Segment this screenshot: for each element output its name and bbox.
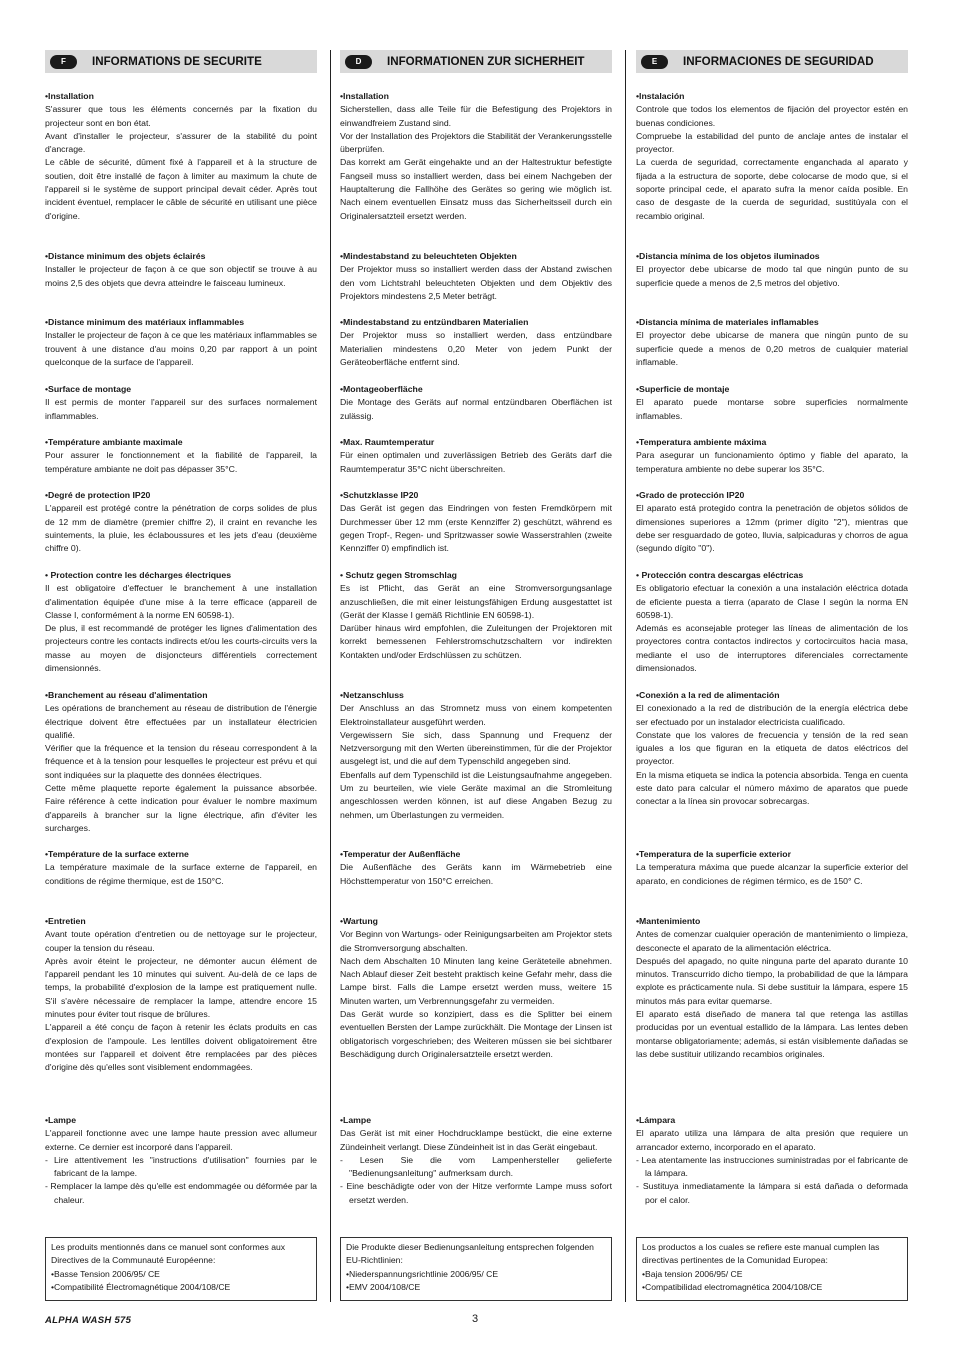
section-paragraph: Nach dem Abschalten 10 Minuten lang keine Geräteteile abnehmen. Nach Ablauf dieser Zeit besteht praktisch keine Gefahr mehr, dass die Lampe birst. Falls die Lampe ersetzt werden muss, weitere 15 Minuten warten, um Verbrennungsgefahr zu vermeiden. <box>340 955 612 1006</box>
footer-model-name: ALPHA WASH 575 <box>45 1315 132 1326</box>
section-paragraph: La température maximale de la surface externe de l'appareil, en conditions de régime thermique, est de 150°C. <box>45 862 317 886</box>
section-paragraph: Vergewissern Sie sich, dass Spannung und Frequenz der Netzversorgung mit den Werten übereinstimmen, für die der Projektor ausgelegt ist, und die auf dem Typenschild angegeben sind. <box>340 729 612 767</box>
section-paragraph: Es obligatorio efectuar la conexión a una instalación eléctrica dotada de eficiente puesta a tierra (aparato de Clase I según la norma EN 60598-1). <box>636 583 908 620</box>
safety-section <box>340 250 612 303</box>
safety-section <box>45 90 317 223</box>
section-title: • Lampe <box>45 1114 317 1127</box>
section-paragraph: Además es aconsejable proteger las líneas de alimentación de los proyectores contra contactos indirectos y cortocircuitos hacia masa, mediante el uso de interruptores diferenciales correctamente dimensionados. <box>636 623 908 674</box>
conformity-box <box>340 1237 612 1301</box>
section-title: • Max. Raumtemperatur <box>340 436 612 449</box>
section-title: • Température de la surface externe <box>45 848 317 861</box>
section-paragraph: Ebenfalls auf dem Typenschild ist die Leistungsaufnahme angegeben. Um zu beurteilen, wie viele Geräte maximal an die Stromleitung angeschlossen werden können, ist auf diese Angaben Bezug zu nehmen, um Überlastungen zu vermeiden. <box>340 769 612 820</box>
section-title: • Installation <box>45 90 317 103</box>
directive-item: • Basse Tension 2006/95/ CE <box>51 1268 311 1281</box>
section-title: • Distancia mínima de los objetos iluminados <box>636 250 908 263</box>
section-header <box>636 50 908 73</box>
section-title: • Lámpara <box>636 1114 908 1127</box>
section-paragraph: El aparato utiliza una lámpara de alta presión que requiere un arrancador externo, incorporado en el aparato. <box>636 1128 908 1152</box>
section-title: • Mindestabstand zu entzündbaren Materialien <box>340 316 612 329</box>
safety-section <box>45 316 317 369</box>
section-paragraph: El proyector debe ubicarse de manera que ningún punto de su superficie quede a menos de 0,20 metros de cualquier material inflamable. <box>636 330 908 367</box>
safety-section <box>636 489 908 555</box>
section-paragraph: L'appareil fonctionne avec une lampe haute pression avec allumeur externe. Ce dernier est incorporé dans l'appareil. <box>45 1128 317 1152</box>
list-item: - Lesen Sie die vom Lampenhersteller gelieferte "Bedienungsanleitung" aufmerksam durch. <box>340 1154 612 1181</box>
section-paragraph: Darüber hinaus wird empfohlen, die Zuleitungen der Projektoren mit korrekt bemessenen Fehlerstromschutzschaltern vor indirekten Kontakten und/oder Erdschlüssen zu schützen. <box>340 623 612 660</box>
directive-item: • Niederspannungsrichtlinie 2006/95/ CE <box>346 1268 606 1281</box>
section-title: • Conexión a la red de alimentación <box>636 689 908 702</box>
section-title: • Superficie de montaje <box>636 383 908 396</box>
safety-section <box>340 489 612 555</box>
safety-section <box>45 489 317 555</box>
section-paragraph: Il est obligatoire d'effectuer le branchement à une installation d'alimentation équipée d'une mise à la terre efficace (appareil de Classe I, conformément à la norme EN 60598-1). <box>45 583 317 620</box>
section-paragraph: Installer le projecteur de façon à ce que son objectif se trouve à au moins 2,5 des objets que devra atteindre le faisceau lumineux. <box>45 264 317 288</box>
section-title: • Temperatura ambiente máxima <box>636 436 908 449</box>
safety-section <box>340 848 612 888</box>
section-paragraph: Es ist Pflicht, das Gerät an eine Stromversorgungsanlage anzuschließen, die mit einer leistungsfähigen Erdung ausgestattet ist (Gerät der Klasse I gemäß Richtlinie EN 60598-1). <box>340 583 612 620</box>
section-paragraph: Der Projektor muss so installiert werden, dass entzündbare Materialien mindestens 0,20 Meter von jedem Punkt der Geräteoberfläche entfernt sind. <box>340 330 612 367</box>
section-paragraph: Il est permis de monter l'appareil sur des surfaces normalement inflammables. <box>45 397 317 421</box>
column-divider-left <box>330 50 331 1302</box>
conformity-intro: Los productos a los cuales se refiere este manual cumplen las directivas pertinentes de la Comunidad Europea: <box>642 1242 880 1266</box>
section-header <box>45 50 317 73</box>
section-paragraph: Le câble de sécurité, dûment fixé à l'appareil et à la structure de soutien, doit être installé de façon à limiter au maximum la chute de l'appareil si le système de support principal devait céder. Après tout incident éventuel, remplacer le câble de sécurité en utilisant une pièce d'origine. <box>45 157 317 221</box>
section-paragraph: Vor der Installation des Projektors die Stabilität der Verankerungsstelle überprüfen. <box>340 130 612 155</box>
section-paragraph: De plus, il est recommandé de protéger les lignes d'alimentation des projecteurs contre les contacts indirects et/ou les courts-circuits vers la masse au moyen de disjoncteurs différentiels correctement dimensionnés. <box>45 623 317 674</box>
section-title: • Degré de protection IP20 <box>45 489 317 502</box>
directive-item: • EMV 2004/108/CE <box>346 1281 606 1294</box>
section-paragraph: El aparato está protegido contra la penetración de objetos sólidos de dimensiones superiores a 12mm (primer dígito "2"), mientras que debe ser resguardado de goteo, lluvia, salpicaduras y chorros de agua (segundo dígito "0"). <box>636 503 908 554</box>
section-paragraph: Pour assurer le fonctionnement et la fiabilité de l'appareil, la température ambiante ne doit pas dépasser 35°C. <box>45 450 317 474</box>
safety-section <box>340 915 612 1061</box>
header-title: INFORMACIONES DE SEGURIDAD <box>683 55 874 68</box>
section-paragraph: El aparato está diseñado de manera tal que retenga las astillas producidas por un eventual estallido de la lámpara. Las lentes deben montarse obligatoriamente; además, si están visiblemente dañadas se las debe sustituir utilizando recambios originales. <box>636 1009 908 1059</box>
safety-section <box>45 383 317 423</box>
section-paragraph: Constate que los valores de frecuencia y tensión de la red sean iguales a los que figuran en la etiqueta de datos eléctricos del proyector. <box>636 729 908 767</box>
section-paragraph: Das Gerät wurde so konzipiert, dass es die Splitter bei einem eventuellen Bersten der Lampe zurückhält. Die Montage der Linsen ist obligatorisch vorgeschrieben; des Weiteren müssen sie bei sichtbarer Beschädigung durch Originalersatzteile ersetzt werden. <box>340 1009 612 1059</box>
safety-section <box>636 250 908 290</box>
section-paragraph: L'appareil est protégé contre la pénétration de corps solides de plus de 12 mm de diamètre (premier chiffre 2), il craint en revanche les suintements, la pluie, les éclaboussures et les jets d'eau (deuxième chiffre 0). <box>45 503 317 554</box>
header-title: INFORMATIONS DE SECURITE <box>92 55 262 68</box>
safety-section <box>45 689 317 835</box>
safety-section <box>45 436 317 476</box>
language-badge: D <box>345 55 372 69</box>
section-paragraph: Der Projektor muss so installiert werden dass der Abstand zwischen den vom Lichtstrahl beleuchteten Objekten und dem Objektiv des Projektors mindestens 2,5 Meter beträgt. <box>340 264 612 301</box>
section-paragraph: Les opérations de branchement au réseau de distribution de l'énergie électrique doivent être effectuées par un installateur électricien qualifié. <box>45 703 317 740</box>
conformity-box <box>636 1237 908 1301</box>
list-item: - Sustituya inmediatamente la lámpara si está dañada o deformada por el calor. <box>636 1180 908 1207</box>
safety-section <box>340 569 612 662</box>
safety-section <box>340 90 612 223</box>
section-title: • Entretien <box>45 915 317 928</box>
section-paragraph: Compruebe la estabilidad del punto de anclaje antes de instalar el proyector. <box>636 130 908 155</box>
safety-section <box>45 250 317 290</box>
footer-page-number: 3 <box>472 1313 479 1325</box>
section-title: • Temperatur der Außenfläche <box>340 848 612 861</box>
safety-section <box>340 689 612 822</box>
section-paragraph: Après avoir éteint le projecteur, ne démonter aucun élément de l'appareil pendant les 10 minutes qui suivent. Au-delà de ce laps de temps, la probabilité d'explosion de la lampe est pratiquement nulle. S'il s'avère nécessaire de remplacer la lampe, attendre encore 15 minutes pour éviter tout risque de brûlures. <box>45 955 317 1020</box>
section-paragraph: La temperatura máxima que puede alcanzar la superficie exterior del aparato, en condiciones de régimen térmico, es de 150° C. <box>636 862 908 886</box>
list-item: - Remplacer la lampe dès qu'elle est endommagée ou déformée par la chaleur. <box>45 1180 317 1207</box>
language-badge: E <box>641 55 668 69</box>
section-header <box>340 50 612 73</box>
column-divider-right <box>625 50 626 1302</box>
section-paragraph: Das Gerät ist mit einer Hochdrucklampe bestückt, die eine externe Zündeinheit verlangt. Diese Zündeinheit ist in das Gerät eingebaut. <box>340 1128 612 1152</box>
section-title: • Netzanschluss <box>340 689 612 702</box>
list-item: - Lea atentamente las instrucciones suministradas por el fabricante de la lámpara. <box>636 1154 908 1181</box>
section-paragraph: Avant d'installer le projecteur, s'assurer de la stabilité du point d'ancrage. <box>45 130 317 155</box>
section-paragraph: S'assurer que tous les éléments concernés par la fixation du projecteur sont en bon état. <box>45 104 317 128</box>
section-title: • Protección contra descargas eléctricas <box>636 569 908 582</box>
safety-section <box>340 1114 612 1207</box>
section-title: • Grado de protección IP20 <box>636 489 908 502</box>
conformity-intro: Les produits mentionnés dans ce manuel sont conformes aux Directives de la Communauté Européenne: <box>51 1242 286 1266</box>
section-paragraph: Cette même plaquette reporte également la puissance absorbée. Faire référence à cette indication pour évaluer le nombre maximum d'appareils à brancher sur la ligne électrique, afin d'éviter les surcharges. <box>45 783 317 833</box>
safety-section <box>45 848 317 888</box>
section-paragraph: Die Außenfläche des Geräts kann im Wärmebetrieb eine Höchsttemperatur von 150°C erreichen. <box>340 862 612 886</box>
section-paragraph: Die Montage des Geräts auf normal entzündbaren Oberflächen ist zulässig. <box>340 397 612 421</box>
safety-section <box>636 436 908 476</box>
section-paragraph: Sicherstellen, dass alle Teile für die Befestigung des Projektors in einwandfreiem Zustand sind. <box>340 104 612 128</box>
safety-section <box>340 436 612 476</box>
section-paragraph: Vérifier que la fréquence et la tension du réseau correspondent à la fréquence et à la tension pour lesquelles le projecteur est prévu et qui sont indiquées sur la plaquette des données électriques. <box>45 743 317 780</box>
list-item: - Eine beschädigte oder von der Hitze verformte Lampe muss sofort ersetzt werden. <box>340 1180 612 1207</box>
section-title: • Distance minimum des objets éclairés <box>45 250 317 263</box>
language-badge: F <box>50 55 77 69</box>
column-french <box>45 50 317 1292</box>
section-title: • Distance minimum des matériaux inflammables <box>45 316 317 329</box>
section-paragraph: Das Gerät ist gegen das Eindringen von festen Fremdkörpern mit Durchmesser über 12 mm (erste Kennziffer 2) geschützt, während es gegen Tropf-, Regen- und Spritzwasser sowie Wasserstrahlen (zweite Kennziffer 0) empfindlich ist. <box>340 503 612 554</box>
section-paragraph: L'appareil a été conçu de façon à retenir les éclats produits en cas d'explosion de l'ampoule. Les lentilles doivent obligatoirement être montées sur l'appareil et doivent être remplacées par des pièces d'origine dès qu'elles sont visiblement endommagées. <box>45 1022 317 1073</box>
section-title: • Mantenimiento <box>636 915 908 928</box>
section-title: • Température ambiante maximale <box>45 436 317 449</box>
section-title: • Mindestabstand zu beleuchteten Objekten <box>340 250 612 263</box>
section-title: • Wartung <box>340 915 612 928</box>
safety-section <box>636 383 908 423</box>
section-title: • Lampe <box>340 1114 612 1127</box>
section-paragraph: El aparato puede montarse sobre superficies normalmente inflamables. <box>636 397 908 421</box>
section-paragraph: En la misma etiqueta se indica la potencia absorbida. Tenga en cuenta este dato para calcular el número máximo de aparatos que puede conectar a la línea sin provocar sobrecargas. <box>636 769 908 807</box>
safety-section <box>636 569 908 675</box>
directive-item: • Baja tension 2006/95/ CE <box>642 1268 902 1281</box>
header-title: INFORMATIONEN ZUR SICHERHEIT <box>387 55 585 68</box>
section-paragraph: Vor Beginn von Wartungs- oder Reinigungsarbeiten am Projektor stets die Stromversorgung abschalten. <box>340 929 612 953</box>
section-paragraph: Para asegurar un funcionamiento óptimo y fiable del aparato, la temperatura ambiente no debe superar los 35°C. <box>636 450 908 474</box>
safety-section <box>45 569 317 675</box>
column-spanish <box>636 50 908 1292</box>
directive-item: • Compatibilité Électromagnétique 2004/108/CE <box>51 1281 311 1294</box>
safety-section <box>340 316 612 369</box>
column-german <box>340 50 612 1292</box>
section-title: • Branchement au réseau d'alimentation <box>45 689 317 702</box>
section-paragraph: Das korrekt am Gerät eingehakte und an der Haltestruktur befestigte Fangseil muss so installiert werden, dass bei einem Nachgeben der Hauptalterung die Fallhöhe des Gerätes so gering wie möglich ist. Nach einem eventuellen Einsatz muss das Sicherheitsseil durch ein Originalersatzteil ersetzt werden. <box>340 157 612 221</box>
section-paragraph: Der Anschluss an das Stromnetz muss von einem kompetenten Elektroinstallateur ausgeführt werden. <box>340 703 612 727</box>
directive-item: • Compatibilidad electromagnética 2004/108/CE <box>642 1281 902 1294</box>
conformity-box <box>45 1237 317 1301</box>
section-title: • Installation <box>340 90 612 103</box>
section-title: • Instalación <box>636 90 908 103</box>
section-paragraph: Für einen optimalen und zuverlässigen Betrieb des Geräts darf die Raumtemperatur 35°C nicht überschreiten. <box>340 450 612 474</box>
section-paragraph: La cuerda de seguridad, correctamente enganchada al aparato y fijada a la estructura de soporte, debe colocarse de modo que, si el soporte principal cede, el aparato sufra la menor caída posible. En caso de desgaste de la cuerda de seguridad, sustitúyala con el recambio original. <box>636 157 908 221</box>
safety-section <box>636 689 908 809</box>
section-paragraph: Controle que todos los elementos de fijación del proyector estén en buenas condiciones. <box>636 104 908 128</box>
safety-section <box>340 383 612 423</box>
section-title: • Schutz gegen Stromschlag <box>340 569 612 582</box>
section-title: • Montageoberfläche <box>340 383 612 396</box>
section-paragraph: Avant toute opération d'entretien ou de nettoyage sur le projecteur, couper la tension du réseau. <box>45 929 317 953</box>
list-item: - Lire attentivement les "instructions d'utilisation" fournies par le fabricant de la lampe. <box>45 1154 317 1181</box>
safety-section <box>636 90 908 223</box>
section-title: • Protection contre les décharges électriques <box>45 569 317 582</box>
section-title: • Surface de montage <box>45 383 317 396</box>
safety-section <box>636 848 908 888</box>
section-paragraph: El proyector debe ubicarse de modo tal que ningún punto de su superficie quede a menos de 2,5 metros del objetivo. <box>636 264 908 288</box>
section-paragraph: Installer le projecteur de façon à ce que les matériaux inflammables se trouvent à une distance d'au moins 0,20 par rapport à un point quelconque de la surface de l'appareil. <box>45 330 317 367</box>
section-paragraph: El conexionado a la red de distribución de la energía eléctrica debe ser efectuado por un instalador electricista cualificado. <box>636 703 908 727</box>
safety-section <box>636 915 908 1061</box>
conformity-intro: Die Produkte dieser Bedienungsanleitung entsprechen folgenden EU-Richtlinien: <box>346 1242 594 1266</box>
safety-section <box>45 915 317 1075</box>
safety-section <box>636 1114 908 1207</box>
section-title: • Distancia mínima de materiales inflamables <box>636 316 908 329</box>
section-paragraph: Después del apagado, no quite ninguna parte del aparato durante 10 minutos. Transcurrido dicho tiempo, la probabilidad de que la lámpara explote es prácticamente nula. Si debe sustituir la lámpara, espere 15 minutos más para evitar quemarse. <box>636 955 908 1006</box>
section-title: • Schutzklasse IP20 <box>340 489 612 502</box>
safety-section <box>636 316 908 369</box>
section-title: • Temperatura de la superficie exterior <box>636 848 908 861</box>
section-paragraph: Antes de comenzar cualquier operación de mantenimiento o limpieza, desconecte el aparato de la alimentación eléctrica. <box>636 929 908 953</box>
safety-section <box>45 1114 317 1207</box>
